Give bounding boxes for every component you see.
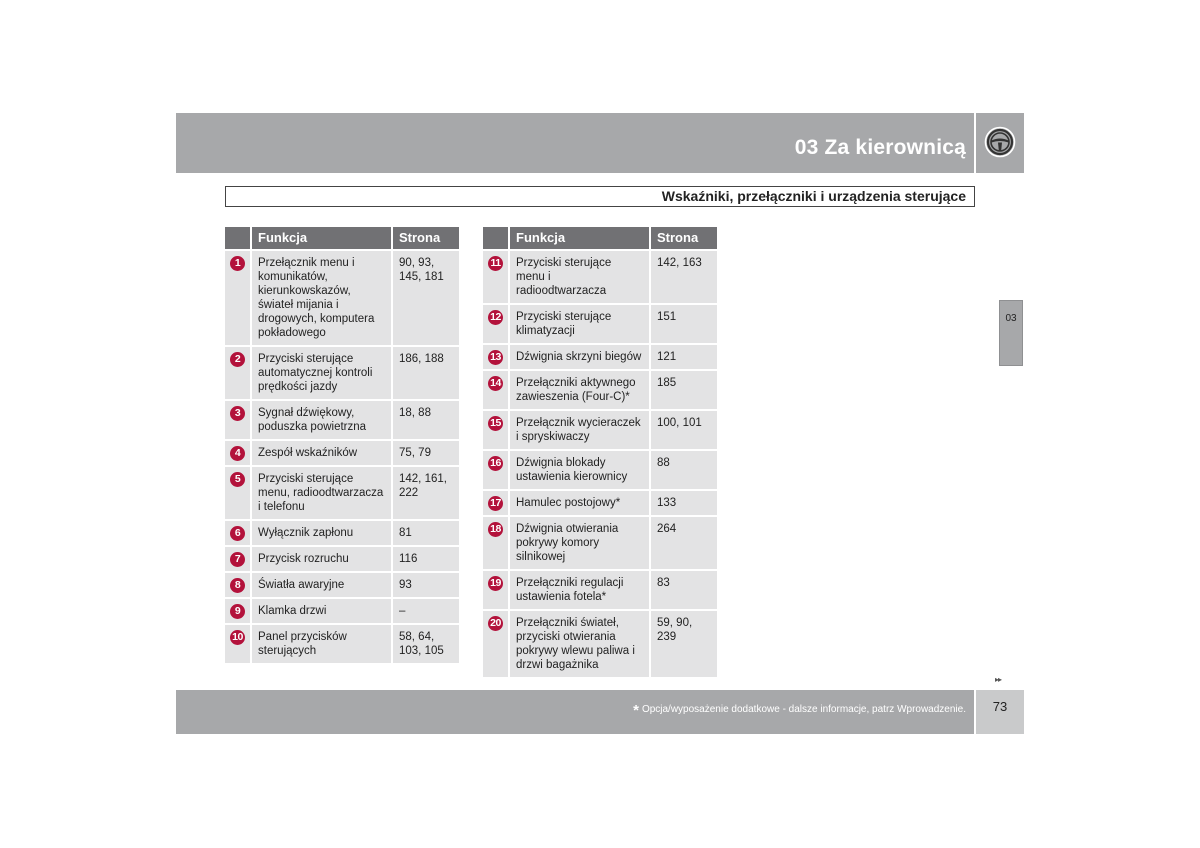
page-cell: 151 xyxy=(651,305,717,345)
table-row xyxy=(483,491,717,517)
footer-band xyxy=(176,690,974,734)
side-tab-label: 03 xyxy=(1005,313,1017,324)
footnote xyxy=(633,702,966,719)
row-number-badge: 3 xyxy=(230,406,245,421)
row-number-cell xyxy=(483,491,510,517)
number-column-header xyxy=(483,227,510,251)
function-cell: Przycisk rozruchu xyxy=(252,547,393,573)
function-cell: Przełączniki aktywnego zawieszenia (Four-C)* xyxy=(510,371,651,411)
page-cell: 264 xyxy=(651,517,717,571)
row-number-badge: 16 xyxy=(488,456,503,471)
page-cell: 90, 93, 145, 181 xyxy=(393,251,459,347)
table-row xyxy=(225,547,459,573)
page-cell: 142, 163 xyxy=(651,251,717,305)
table-row xyxy=(483,251,717,305)
row-number-badge: 4 xyxy=(230,446,245,461)
function-cell: Przyciski sterujące menu i radioodtwarzacza xyxy=(510,251,651,305)
function-column-header: Funkcja xyxy=(252,227,393,251)
chapter-header xyxy=(176,113,974,173)
row-number-cell xyxy=(483,611,510,679)
table-row xyxy=(225,625,459,665)
row-number-badge: 1 xyxy=(230,256,245,271)
steering-wheel-icon xyxy=(984,126,1016,158)
continue-arrows-icon: ▸▸ xyxy=(995,675,1002,684)
row-number-cell xyxy=(225,467,252,521)
table-header-row xyxy=(225,227,459,251)
table-row xyxy=(225,347,459,401)
table-header-row xyxy=(483,227,717,251)
function-cell: Dźwignia otwierania pokrywy komory silnikowej xyxy=(510,517,651,571)
page-column-header: Strona xyxy=(651,227,717,251)
row-number-badge: 5 xyxy=(230,472,245,487)
function-column-header: Funkcja xyxy=(510,227,651,251)
chapter-title: 03 Za kierownicą xyxy=(794,136,966,159)
table-row xyxy=(483,611,717,679)
row-number-cell xyxy=(483,251,510,305)
table-row xyxy=(225,521,459,547)
row-number-badge: 6 xyxy=(230,526,245,541)
page-cell: 121 xyxy=(651,345,717,371)
table-row xyxy=(225,251,459,347)
table-row xyxy=(225,401,459,441)
page-cell: 18, 88 xyxy=(393,401,459,441)
table-row xyxy=(225,599,459,625)
footnote-asterisk: * xyxy=(633,702,639,719)
page-cell: 81 xyxy=(393,521,459,547)
row-number-cell xyxy=(483,345,510,371)
page-cell: – xyxy=(393,599,459,625)
row-number-cell xyxy=(225,599,252,625)
chapter-icon-box xyxy=(976,113,1024,173)
row-number-badge: 13 xyxy=(488,350,503,365)
row-number-cell xyxy=(483,517,510,571)
function-cell: Przyciski sterujące automatycznej kontroli prędkości jazdy xyxy=(252,347,393,401)
table-row xyxy=(225,441,459,467)
row-number-cell xyxy=(225,625,252,665)
row-number-badge: 20 xyxy=(488,616,503,631)
function-cell: Przyciski sterujące klimatyzacji xyxy=(510,305,651,345)
row-number-badge: 11 xyxy=(488,256,503,271)
page-cell: 133 xyxy=(651,491,717,517)
row-number-cell xyxy=(225,441,252,467)
row-number-badge: 2 xyxy=(230,352,245,367)
page-cell: 83 xyxy=(651,571,717,611)
row-number-cell xyxy=(483,571,510,611)
row-number-badge: 10 xyxy=(230,630,245,645)
row-number-badge: 8 xyxy=(230,578,245,593)
page-cell: 142, 161, 222 xyxy=(393,467,459,521)
footnote-text: Opcja/wyposażenie dodatkowe - dalsze informacje, patrz Wprowadzenie. xyxy=(641,704,966,715)
function-cell: Światła awaryjne xyxy=(252,573,393,599)
function-cell: Przełącznik menu i komunikatów, kierunkowskazów, świateł mijania i drogowych, komputera pokładowego xyxy=(252,251,393,347)
function-cell: Hamulec postojowy* xyxy=(510,491,651,517)
table-row xyxy=(483,345,717,371)
page-cell: 185 xyxy=(651,371,717,411)
controls-table-left xyxy=(225,227,459,665)
function-cell: Panel przycisków sterujących xyxy=(252,625,393,665)
row-number-badge: 17 xyxy=(488,496,503,511)
table-row xyxy=(483,451,717,491)
page-cell: 75, 79 xyxy=(393,441,459,467)
function-cell: Dźwignia skrzyni biegów xyxy=(510,345,651,371)
page-cell: 88 xyxy=(651,451,717,491)
function-cell: Zespół wskaźników xyxy=(252,441,393,467)
table-row xyxy=(225,573,459,599)
table-row xyxy=(483,371,717,411)
page-column-header: Strona xyxy=(393,227,459,251)
row-number-badge: 18 xyxy=(488,522,503,537)
table-row xyxy=(483,305,717,345)
table-row xyxy=(225,467,459,521)
function-cell: Przyciski sterujące menu, radioodtwarzacza i telefonu xyxy=(252,467,393,521)
row-number-badge: 15 xyxy=(488,416,503,431)
row-number-badge: 19 xyxy=(488,576,503,591)
row-number-cell xyxy=(483,451,510,491)
row-number-cell xyxy=(225,547,252,573)
page-cell: 59, 90, 239 xyxy=(651,611,717,679)
page-number: 73 xyxy=(992,699,1008,714)
function-cell: Klamka drzwi xyxy=(252,599,393,625)
function-cell: Przełączniki regulacji ustawienia fotela* xyxy=(510,571,651,611)
page-cell: 186, 188 xyxy=(393,347,459,401)
row-number-cell xyxy=(483,411,510,451)
number-column-header xyxy=(225,227,252,251)
row-number-cell xyxy=(483,305,510,345)
section-title-box xyxy=(225,186,975,207)
page-cell: 100, 101 xyxy=(651,411,717,451)
row-number-badge: 14 xyxy=(488,376,503,391)
page-cell: 58, 64, 103, 105 xyxy=(393,625,459,665)
table-row xyxy=(483,411,717,451)
section-title: Wskaźniki, przełączniki i urządzenia sterujące xyxy=(661,188,966,204)
function-cell: Przełącznik wycieraczek i spryskiwaczy xyxy=(510,411,651,451)
function-cell: Sygnał dźwiękowy, poduszka powietrzna xyxy=(252,401,393,441)
controls-table-right xyxy=(483,227,717,679)
page-cell: 93 xyxy=(393,573,459,599)
function-cell: Przełączniki świateł, przyciski otwierania pokrywy wlewu paliwa i drzwi bagażnika xyxy=(510,611,651,679)
row-number-badge: 12 xyxy=(488,310,503,325)
row-number-cell xyxy=(225,347,252,401)
row-number-cell xyxy=(225,251,252,347)
page-cell: 116 xyxy=(393,547,459,573)
function-cell: Wyłącznik zapłonu xyxy=(252,521,393,547)
page-number-box xyxy=(976,690,1024,734)
table-row xyxy=(483,517,717,571)
table-row xyxy=(483,571,717,611)
function-cell: Dźwignia blokady ustawienia kierownicy xyxy=(510,451,651,491)
row-number-cell xyxy=(225,573,252,599)
row-number-cell xyxy=(483,371,510,411)
row-number-cell xyxy=(225,521,252,547)
row-number-badge: 7 xyxy=(230,552,245,567)
row-number-badge: 9 xyxy=(230,604,245,619)
chapter-side-tab[interactable] xyxy=(999,300,1023,366)
row-number-cell xyxy=(225,401,252,441)
